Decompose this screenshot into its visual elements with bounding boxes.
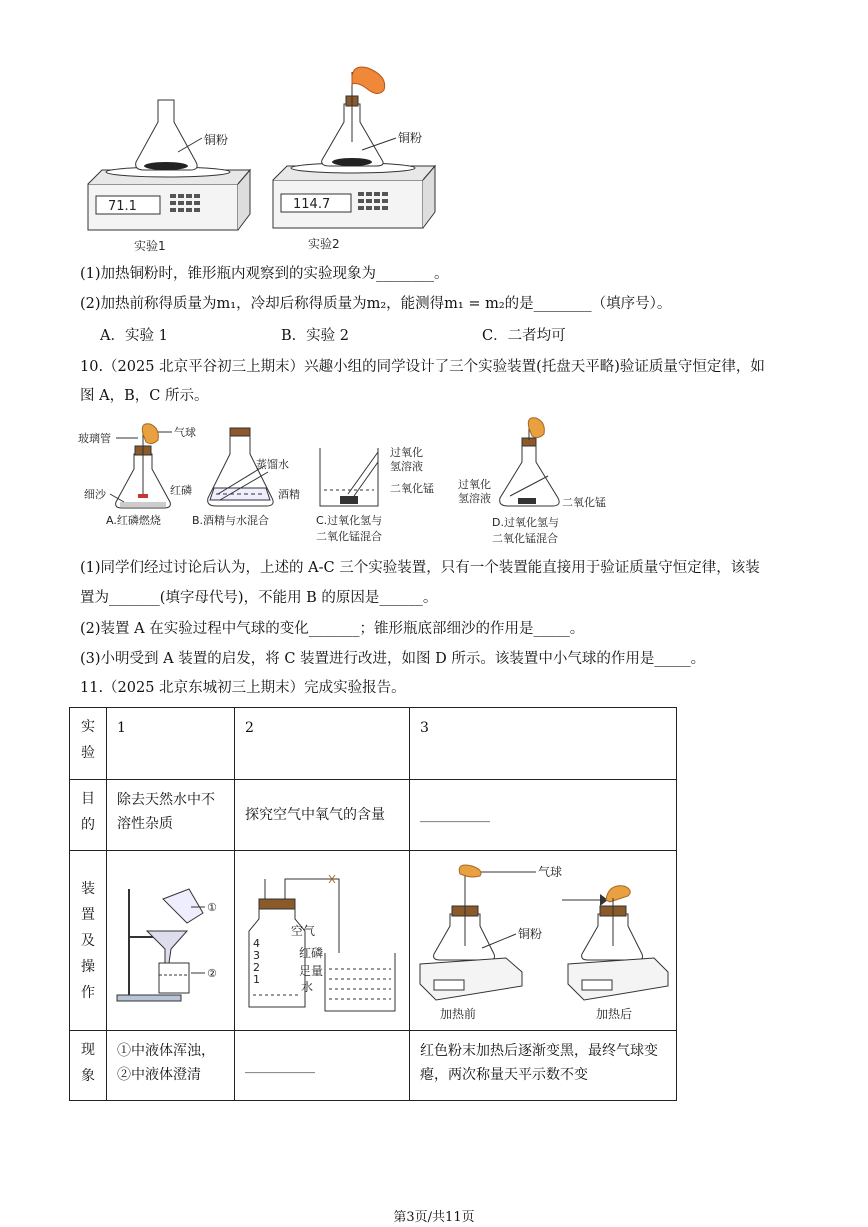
q9-option-b: B．实验 2 (281, 328, 349, 344)
left-reading: 71.1 (108, 199, 137, 214)
caption-b: B.酒精与水混合 (192, 514, 270, 527)
label-air: 空气 (291, 923, 316, 938)
q10-stem-line1: 10.（2025 北京平谷初三上期末）兴趣小组的同学设计了三个实验装置(托盘天平略)验证质量守恒定律，如 (80, 359, 765, 375)
copper-label-right: 铜粉 (398, 131, 423, 145)
label-d-h2o2-2: 氢溶液 (458, 492, 491, 505)
apparatus-b (192, 428, 300, 527)
q10-part1-line1: (1)同学们经过讨论后认为，上述的 A-C 三个实验装置，只有一个装置能直接用于验证质量守恒定律，该装 (80, 560, 760, 576)
circle-2-label: ② (207, 966, 217, 980)
table-row (70, 1031, 677, 1101)
filtration-apparatus (107, 859, 234, 1019)
label-sand: 细沙 (84, 488, 106, 501)
purpose-1: 除去天然水中不溶性杂质 (117, 792, 215, 832)
page-footer: 第3页/共11页 (393, 1210, 475, 1225)
row-header-apparatus: 装置及操作 (81, 880, 95, 1001)
label-balloon: 气球 (174, 426, 196, 439)
q9-part2: (2)加热前称得质量为m₁，冷却后称得质量为m₂，能测得m₁ = m₂的是________（填序号）。 (80, 296, 672, 312)
q11-stem: 11.（2025 北京东城初三上期末）完成实验报告。 (80, 680, 406, 696)
apparatus-c (316, 445, 434, 543)
label-balloon-2: 气球 (538, 864, 563, 879)
label-mno2: 二氧化锰 (390, 482, 434, 495)
phenomenon-3: 红色粉末加热后逐渐变黑，最终气球变瘪，两次称量天平示数不变 (420, 1043, 658, 1083)
label-alcohol: 酒精 (278, 488, 300, 501)
q10-stem-line2: 图 A，B，C 所示。 (80, 388, 209, 404)
caption-d-line1: D.过氧化氢与 (492, 516, 559, 529)
caption-a: A.红磷燃烧 (106, 514, 161, 527)
label-water-2: 水 (301, 979, 314, 994)
row-header-experiment: 实验 (81, 719, 95, 761)
table-row (70, 780, 677, 851)
caption-c-line1: C.过氧化氢与 (316, 514, 383, 527)
label-enough: 足量 (299, 963, 324, 978)
caption-exp1: 实验1 (134, 239, 166, 253)
caption-exp2: 实验2 (308, 237, 340, 251)
balance-experiments-figure (78, 62, 458, 257)
label-copper: 铜粉 (518, 926, 543, 941)
label-glass-tube: 玻璃管 (78, 432, 111, 445)
q10-part2: (2)装置 A 在实验过程中气球的变化_______；锥形瓶底部细沙的作用是_____。 (80, 621, 585, 637)
q10-apparatus-figure (78, 414, 638, 554)
q9-part1: (1)加热铜粉时，锥形瓶内观察到的实验现象为________。 (80, 266, 449, 282)
phenomenon-2-blank: __________ (245, 1057, 315, 1074)
exp-number: 1 (117, 720, 126, 736)
scale-3: 3 (253, 948, 260, 962)
row-header-phenomenon: 现象 (81, 1042, 95, 1084)
caption-d-line2: 二氧化锰混合 (492, 532, 558, 545)
apparatus-d (458, 418, 606, 545)
purpose-3-blank: __________ (420, 807, 490, 823)
row-header-purpose: 目的 (81, 791, 95, 833)
label-before-heating: 加热前 (440, 1006, 477, 1021)
copper-heating-apparatus (410, 854, 676, 1024)
label-after-heating: 加热后 (596, 1006, 633, 1021)
label-red-phosphorus-2: 红磷 (299, 945, 324, 960)
circle-1-label: ① (207, 900, 217, 914)
purpose-2: 探究空气中氧气的含量 (245, 807, 385, 823)
oxygen-content-apparatus (235, 859, 409, 1019)
scale-4: 4 (253, 936, 260, 950)
scale-2: 2 (253, 960, 260, 974)
copper-label-left: 铜粉 (204, 133, 229, 147)
q10-part3: (3)小明受到 A 装置的启发，将 C 装置进行改进，如图 D 所示。该装置中小气球的作用是_____。 (80, 651, 706, 667)
caption-c-line2: 二氧化锰混合 (316, 530, 382, 543)
table-row (70, 851, 677, 1031)
q9-option-c: C．二者均可 (482, 328, 566, 344)
right-reading: 114.7 (293, 197, 331, 212)
apparatus-a (78, 424, 196, 527)
label-h2o2-1: 过氧化 (390, 446, 423, 459)
q10-part1-line2: 置为_______(填字母代号)，不能用 B 的原因是______。 (80, 590, 438, 606)
label-d-h2o2-1: 过氧化 (458, 478, 491, 491)
experiment-report-table (69, 707, 677, 1101)
exp-number: 2 (245, 720, 254, 736)
label-water: 蒸馏水 (256, 458, 289, 471)
phenomenon-1: ①中液体浑浊，②中液体澄清 (117, 1043, 215, 1083)
exp-number: 3 (420, 720, 429, 736)
label-d-mno2: 二氧化锰 (562, 496, 606, 509)
label-h2o2-2: 氢溶液 (390, 460, 423, 473)
q9-option-a: A．实验 1 (100, 328, 168, 344)
scale-1: 1 (253, 972, 260, 986)
table-row (70, 708, 677, 780)
label-red-phosphorus: 红磷 (170, 484, 192, 497)
